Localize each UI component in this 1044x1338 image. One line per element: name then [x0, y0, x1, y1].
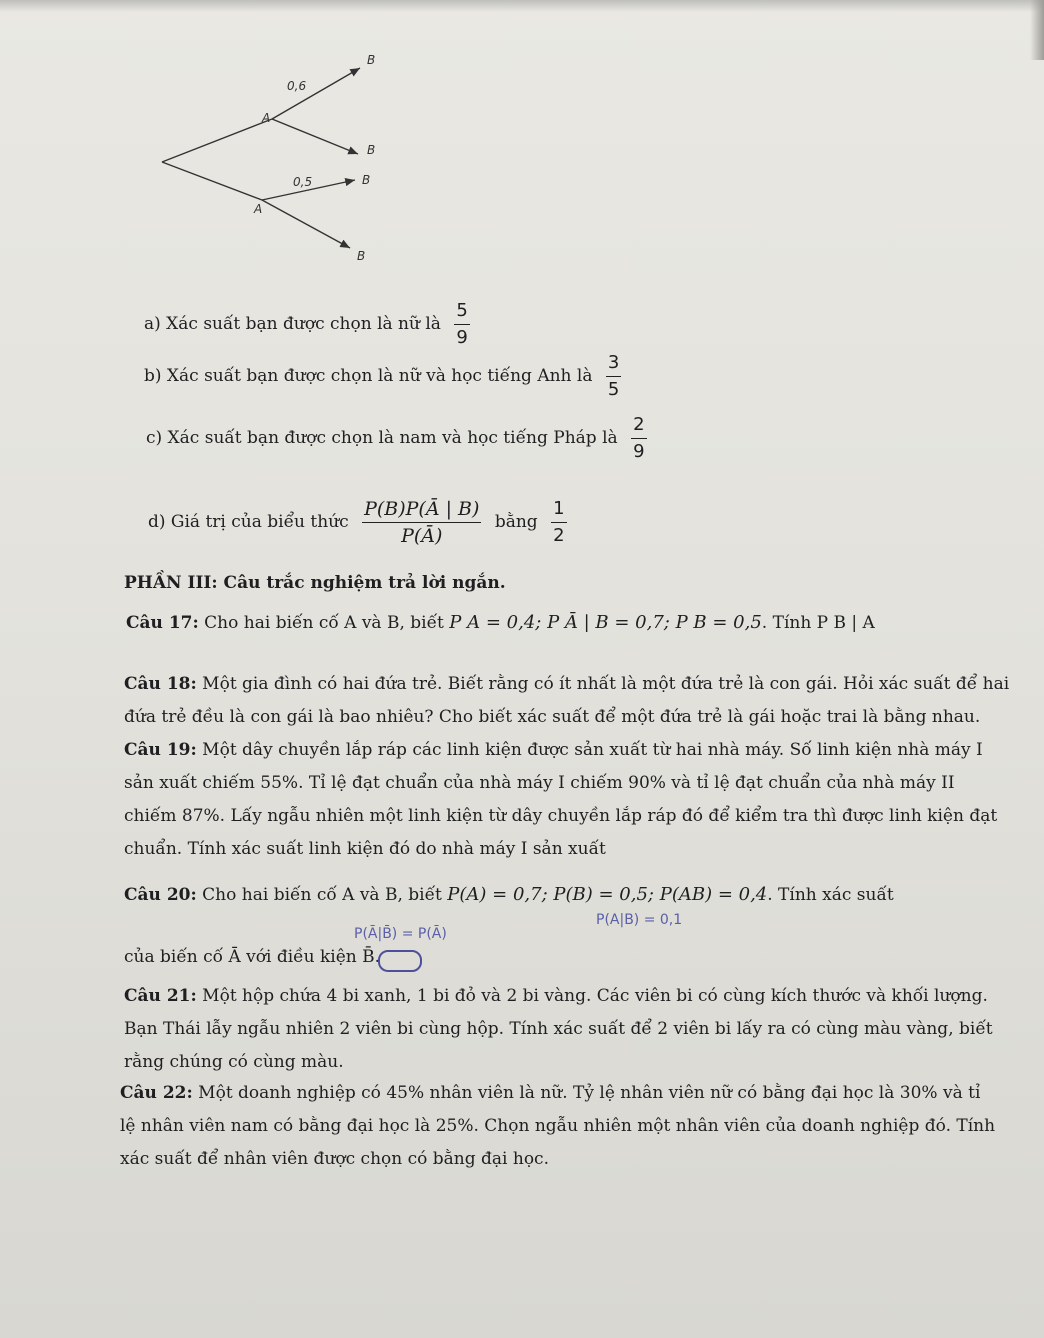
branch-a-bar-to-b-bar: [262, 200, 350, 248]
tree-label-b-top: B: [367, 53, 376, 67]
statement-d-equals-word: bằng: [494, 512, 538, 532]
section-title: PHẦN III: Câu trắc nghiệm trả lời ngắn.: [124, 573, 506, 593]
question-18: [124, 668, 1024, 734]
statement-b-text: b) Xác suất bạn được chọn là nữ và học tiếng Anh là: [144, 366, 593, 386]
question-19-line1: Một dây chuyền lắp ráp các linh kiện được sản xuất từ hai nhà máy. Số linh kiện nhà máy I: [202, 740, 983, 760]
statement-a-numerator: 5: [454, 300, 469, 325]
statement-a-fraction: [454, 300, 469, 349]
question-18-label: Câu 18:: [124, 674, 197, 694]
statement-a-text: a) Xác suất bạn được chọn là nữ là: [144, 314, 441, 334]
statement-a: [144, 300, 470, 349]
tree-label-0-6: 0,6: [287, 79, 307, 93]
question-21-label: Câu 21:: [124, 986, 197, 1006]
question-19: [124, 734, 1034, 866]
statement-d: [148, 498, 567, 547]
handwritten-note-1: P(Ā|B̄) = P(Ā): [354, 926, 447, 942]
question-22-label: Câu 22:: [120, 1083, 193, 1103]
probability-tree-diagram: [150, 50, 400, 265]
question-19-line4: chuẩn. Tính xác suất linh kiện đó do nhà máy I sản xuất: [124, 839, 606, 859]
question-19-label: Câu 19:: [124, 740, 197, 760]
tree-label-b-bar-top: B: [367, 143, 376, 157]
tree-label-0-5: 0,5: [293, 175, 313, 189]
question-17-text: Cho hai biến cố A và B, biết: [204, 613, 444, 633]
statement-c-numerator: 2: [631, 414, 646, 439]
page-top-shadow: [0, 0, 1044, 12]
question-21-line1: Một hộp chứa 4 bi xanh, 1 bi đỏ và 2 bi vàng. Các viên bi có cùng kích thước và khối lượng.: [202, 986, 988, 1006]
statement-c: [146, 414, 647, 463]
handwritten-scribble: [378, 950, 422, 972]
statement-d-expression-numerator: P(B)P(Ā | B): [362, 498, 481, 523]
tree-label-a-bar: A: [254, 202, 263, 216]
handwritten-note-2: P(A|B) = 0,1: [596, 912, 683, 928]
statement-b-denominator: 5: [607, 379, 620, 400]
branch-a-to-b-bar: [272, 119, 358, 154]
question-20-tail: . Tính xác suất: [767, 885, 894, 905]
page-corner-shadow: [1030, 0, 1044, 60]
question-21-line3: rằng chúng có cùng màu.: [124, 1052, 344, 1072]
statement-d-text: d) Giá trị của biểu thức: [148, 512, 349, 532]
statement-a-denominator: 9: [456, 327, 468, 348]
question-19-line3: chiếm 87%. Lấy ngẫu nhiên một linh kiện từ dây chuyền lắp ráp đó để kiểm tra thì được linh kiện đạt: [124, 806, 998, 826]
question-22: [120, 1077, 1030, 1176]
branch-to-a: [162, 119, 272, 162]
tree-label-a: A: [262, 111, 271, 125]
question-22-line3: xác suất để nhân viên được chọn có bằng đại học.: [120, 1149, 549, 1169]
question-21-line2: Bạn Thái lẫy ngẫu nhiên 2 viên bi cùng hộp. Tính xác suất để 2 viên bi lấy ra có cùng màu vàng, biết: [124, 1019, 993, 1039]
statement-c-denominator: 9: [633, 441, 645, 462]
question-17: [126, 612, 875, 634]
tree-label-b-low: B: [362, 173, 371, 187]
statement-c-text: c) Xác suất bạn được chọn là nam và học tiếng Pháp là: [146, 428, 618, 448]
statement-b-numerator: 3: [606, 352, 621, 377]
tree-label-b-bar-low: B: [357, 249, 366, 263]
question-17-label: Câu 17:: [126, 613, 199, 633]
statement-d-denominator: 2: [553, 525, 565, 546]
statement-c-fraction: [631, 414, 646, 463]
statement-d-expression-denominator: P(Ā): [401, 525, 443, 547]
question-17-tail: . Tính P B | A: [761, 613, 875, 633]
statement-b: [144, 352, 621, 401]
question-21: [124, 980, 1024, 1079]
question-18-line1: Một gia đình có hai đứa trẻ. Biết rằng có ít nhất là một đứa trẻ là con gái. Hỏi xác suất để hai: [202, 674, 1010, 694]
statement-d-fraction: [551, 498, 566, 547]
question-22-line1: Một doanh nghiệp có 45% nhân viên là nữ. Tỷ lệ nhân viên nữ có bằng đại học là 30% và tỉ: [198, 1083, 981, 1103]
question-20: [124, 884, 894, 906]
statement-b-fraction: [606, 352, 621, 401]
question-18-line2: đứa trẻ đều là con gái là bao nhiêu? Cho biết xác suất để một đứa trẻ là gái hoặc trai là bằng nhau.: [124, 707, 981, 727]
question-20-math: P(A) = 0,7; P(B) = 0,5; P(AB) = 0,4: [447, 884, 768, 905]
question-20-line2: của biến cố Ā với điều kiện B̄.: [124, 947, 381, 967]
question-22-line2: lệ nhân viên nam có bằng đại học là 25%. Chọn ngẫu nhiên một nhân viên của doanh nghiệp đó. Tính: [120, 1116, 996, 1136]
question-20-text: Cho hai biến cố A và B, biết: [202, 885, 442, 905]
statement-d-numerator: 1: [551, 498, 566, 523]
branch-a-to-b: [272, 68, 360, 119]
question-17-math: P A = 0,4; P Ā | B = 0,7; P B = 0,5: [449, 612, 762, 633]
question-19-line2: sản xuất chiếm 55%. Tỉ lệ đạt chuẩn của nhà máy I chiếm 90% và tỉ lệ đạt chuẩn của nhà máy II: [124, 773, 955, 793]
branch-to-a-bar: [162, 162, 262, 200]
statement-d-expression: [362, 498, 481, 547]
question-20-label: Câu 20:: [124, 885, 197, 905]
